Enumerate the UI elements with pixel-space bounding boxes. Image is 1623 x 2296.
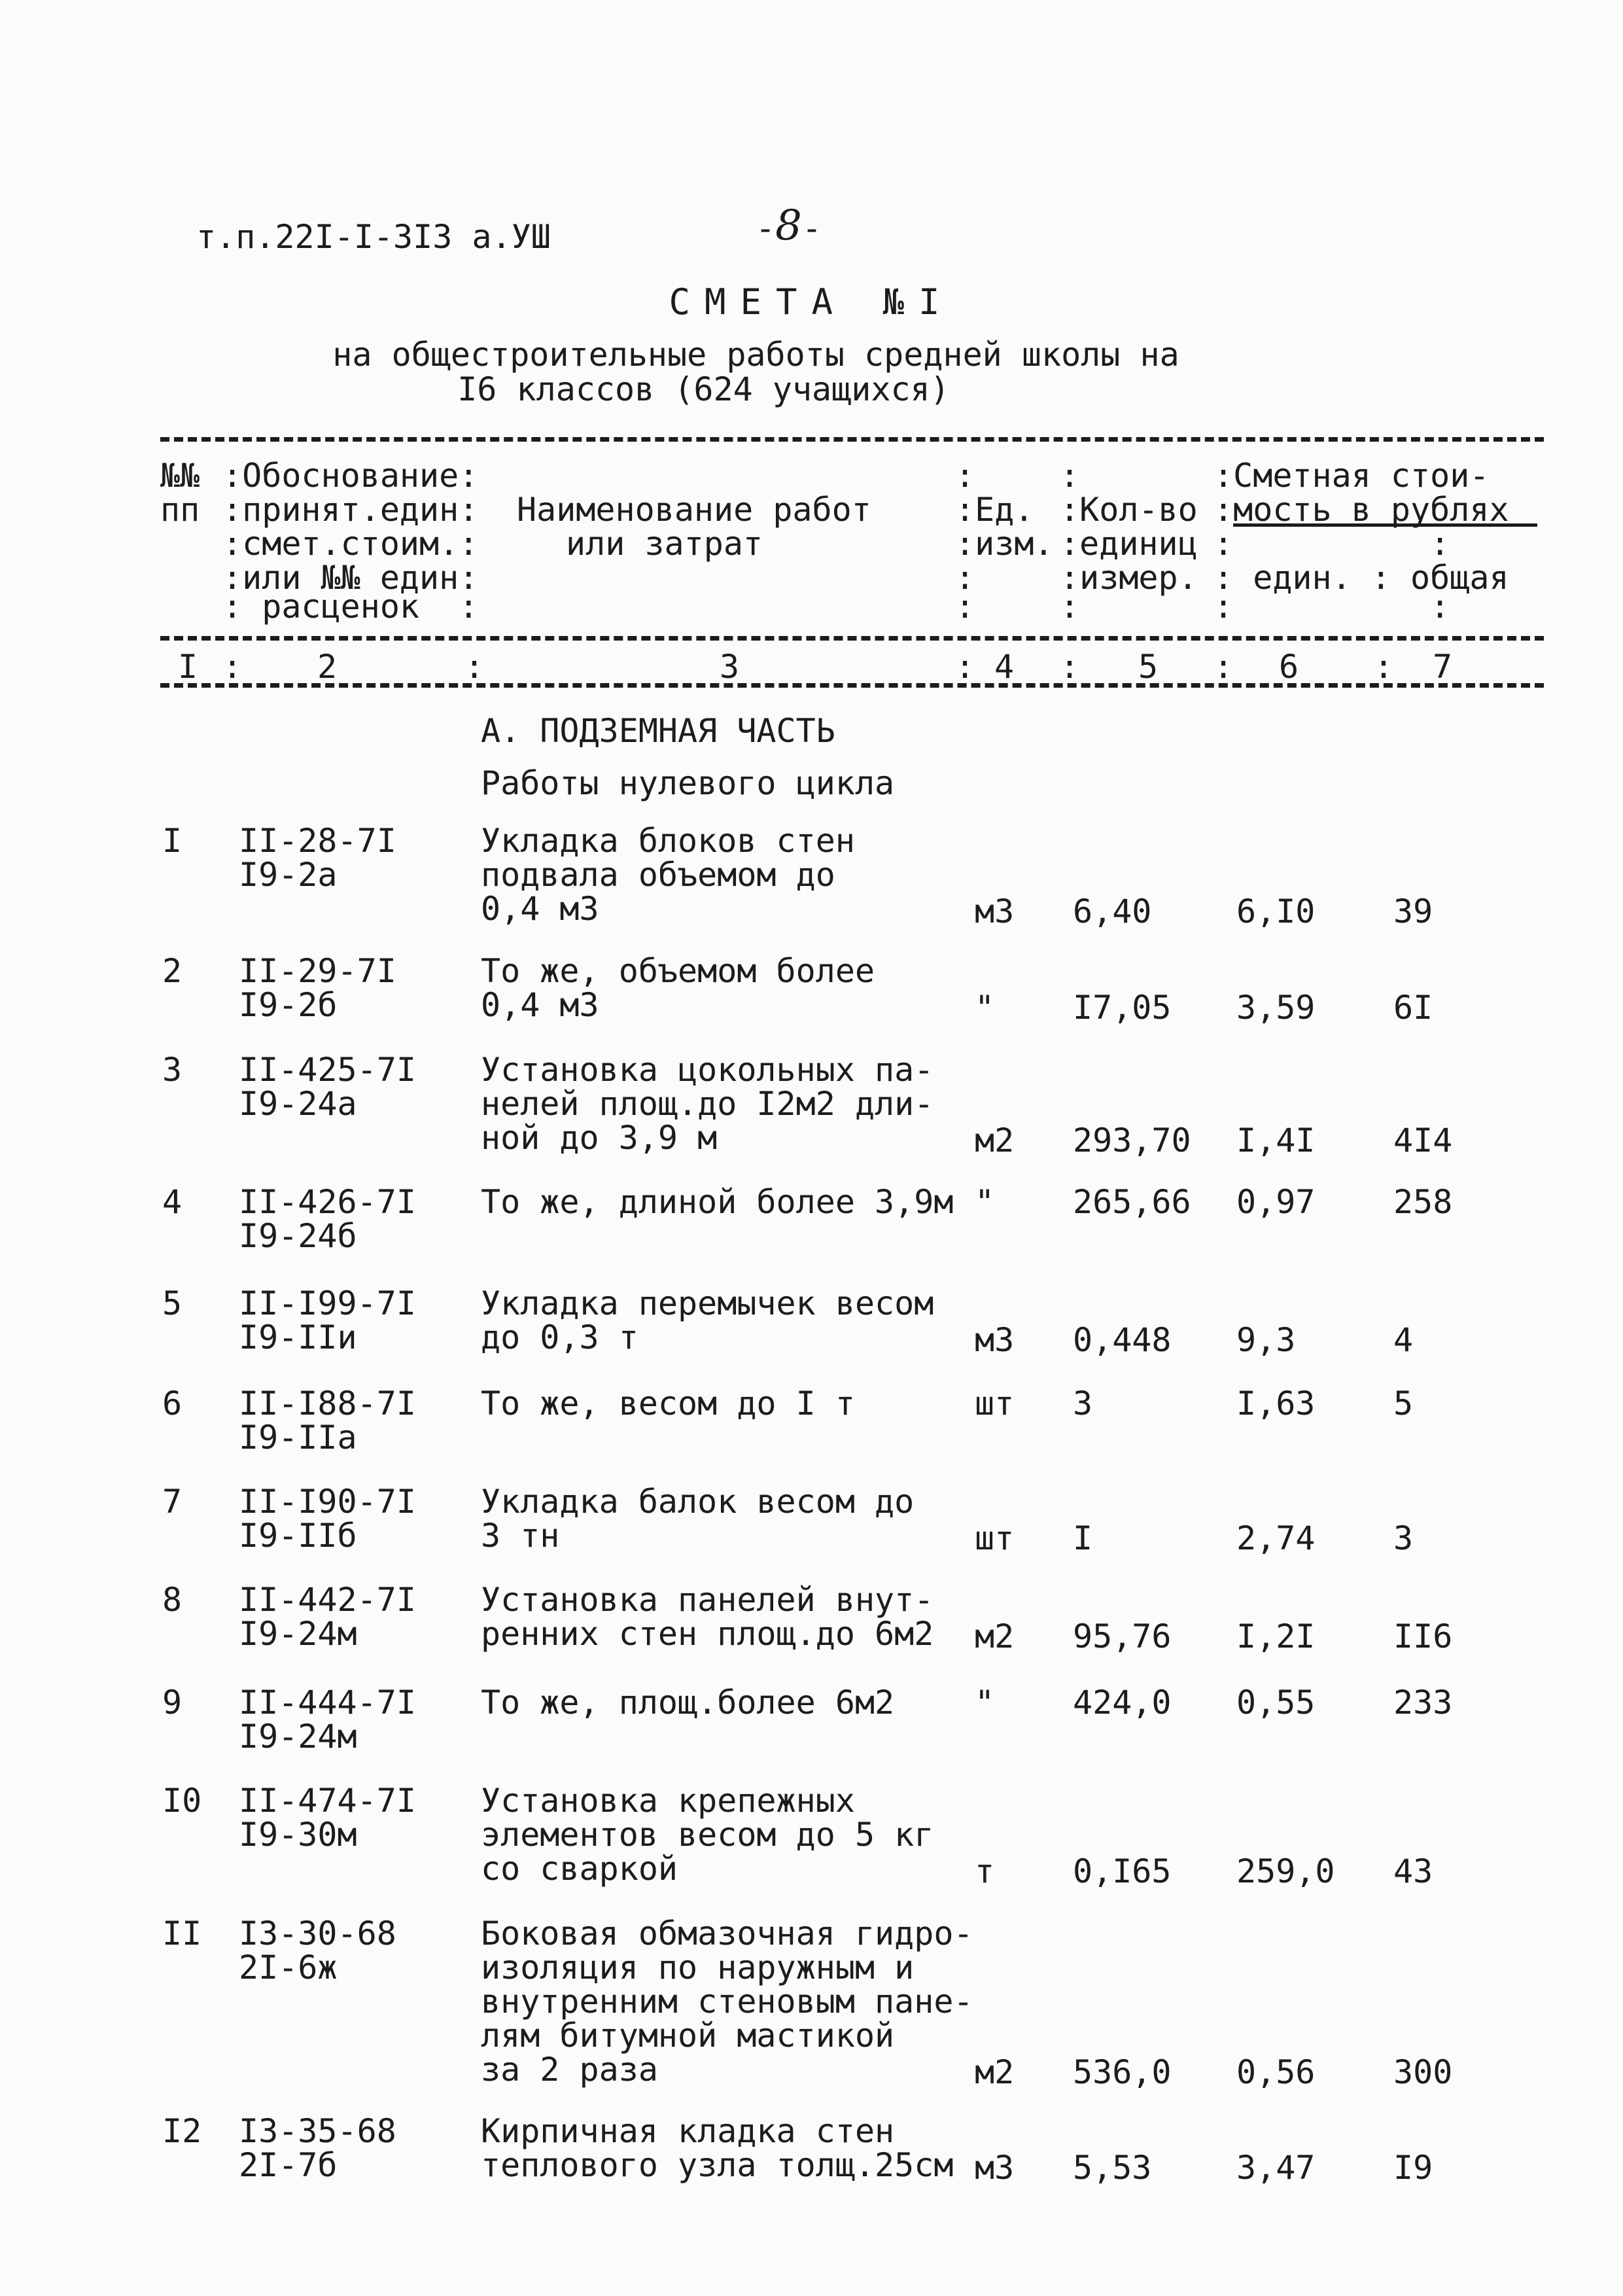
row-code-line: II-442-7I <box>239 1581 416 1619</box>
colnum-1: I <box>178 648 198 686</box>
row-total-cost: I9 <box>1393 2149 1433 2187</box>
row-code-line: II-444-7I <box>239 1684 416 1722</box>
row-description-line: Боковая обмазочная гидро- <box>481 1915 973 1952</box>
row-quantity: 0,I65 <box>1073 1852 1172 1890</box>
header-col2-line1: :Обоснование: <box>222 457 479 495</box>
row-description-line: 0,4 м3 <box>481 986 599 1024</box>
row-total-cost: 233 <box>1393 1684 1453 1722</box>
row-total-cost: 3 <box>1393 1519 1414 1557</box>
header-col1-line2: пп <box>160 491 200 529</box>
row-total-cost: 43 <box>1393 1852 1433 1890</box>
row-unit-price: 0,56 <box>1236 2053 1316 2091</box>
row-quantity: I <box>1073 1519 1093 1557</box>
row-number: 5 <box>162 1284 183 1322</box>
row-unit-price: 0,97 <box>1236 1183 1316 1221</box>
colnum-sep-4: : <box>1060 648 1080 686</box>
colnum-sep-2: : <box>464 648 485 686</box>
row-description-line: То же, длиной более 3,9м <box>481 1183 954 1221</box>
header-col67-line2: :мость в рублях <box>1213 491 1509 529</box>
row-description-line: Установка цокольных па- <box>481 1051 934 1089</box>
estimate-subtitle-line1: на общестроительные работы средней школы на <box>332 336 1179 374</box>
row-unit-price: I,63 <box>1236 1385 1316 1422</box>
table-top-rule <box>160 437 1544 442</box>
row-code-line: II-I99-7I <box>239 1284 416 1322</box>
row-code-line: II-I88-7I <box>239 1385 416 1422</box>
row-code-line: I9-24м <box>239 1615 357 1653</box>
header-col4-line2: :изм. <box>955 525 1054 563</box>
row-code-line: I9-24м <box>239 1718 357 1756</box>
header-col67-line1: :Сметная стои- <box>1213 457 1490 495</box>
row-code-line: II-426-7I <box>239 1183 416 1221</box>
row-number: I0 <box>162 1782 202 1820</box>
row-description-line: ренних стен площ.до 6м2 <box>481 1615 934 1653</box>
row-description-line: до 0,3 т <box>481 1318 638 1356</box>
section-title: А. ПОДЗЕМНАЯ ЧАСТЬ <box>481 712 835 750</box>
row-quantity: 3 <box>1073 1385 1093 1422</box>
row-quantity: 424,0 <box>1073 1684 1172 1722</box>
row-description-line: ной до 3,9 м <box>481 1119 718 1157</box>
header-col1-line1: №№ <box>160 457 200 495</box>
row-unit-price: 259,0 <box>1236 1852 1335 1890</box>
row-description-line: 3 тн <box>481 1517 560 1555</box>
row-description-line: То же, площ.более 6м2 <box>481 1684 895 1722</box>
row-code-line: II-474-7I <box>239 1782 416 1820</box>
row-number: 9 <box>162 1684 183 1722</box>
row-code-line: I3-35-68 <box>239 2112 396 2150</box>
row-quantity: 293,70 <box>1073 1122 1191 1159</box>
subsection-title: Работы нулевого цикла <box>481 764 895 802</box>
row-number: II <box>162 1915 202 1952</box>
row-quantity: 5,53 <box>1073 2149 1152 2187</box>
row-unit: м3 <box>975 1321 1015 1359</box>
header-col5-line3: :измер. <box>1060 559 1198 597</box>
header-col6-col7: : един. : общая <box>1213 559 1509 597</box>
header-col4-sep2: : <box>955 559 975 597</box>
header-col4-sep3: : <box>955 588 975 626</box>
row-description-line: 0,4 м3 <box>481 890 599 928</box>
row-quantity: 265,66 <box>1073 1183 1191 1221</box>
row-code-line: I9-2б <box>239 986 338 1024</box>
table-colnum-rule <box>160 683 1544 688</box>
colnum-7: 7 <box>1433 648 1453 686</box>
header-col2-line2: :принят.един: <box>222 491 479 529</box>
row-description-line: подвала объемом до <box>481 856 835 894</box>
estimate-subtitle-line2: I6 классов (624 учащихся) <box>457 370 950 408</box>
row-number: I <box>162 822 183 860</box>
page-number: -8- <box>756 202 822 250</box>
row-description-line: То же, объемом более <box>481 952 875 990</box>
row-quantity: I7,05 <box>1073 989 1172 1027</box>
row-number: 7 <box>162 1483 183 1521</box>
row-unit: шт <box>975 1519 1015 1557</box>
row-unit: " <box>975 989 995 1027</box>
row-unit: " <box>975 1183 995 1221</box>
header-col5-sep2: : <box>1060 588 1080 626</box>
header-col4-sep: : <box>955 457 975 495</box>
row-number: 6 <box>162 1385 183 1422</box>
row-number: 4 <box>162 1183 183 1221</box>
row-unit: м3 <box>975 2149 1015 2187</box>
row-number: 3 <box>162 1051 183 1089</box>
row-code-line: 2I-7б <box>239 2146 338 2184</box>
row-code-line: II-29-7I <box>239 952 396 990</box>
row-unit-price: 0,55 <box>1236 1684 1316 1722</box>
row-code-line: II-425-7I <box>239 1051 416 1089</box>
row-code-line: I9-2а <box>239 856 338 894</box>
row-code-line: I9-24б <box>239 1217 357 1255</box>
row-code-line: II-28-7I <box>239 822 396 860</box>
header-col3-line1: Наименование работ <box>517 491 871 529</box>
header-col5-sep: : <box>1060 457 1080 495</box>
header-col6-sep2: : : <box>1213 588 1450 626</box>
header-col3-line2: или затрат <box>566 525 763 563</box>
row-number: I2 <box>162 2112 202 2150</box>
row-description-line: Кирпичная кладка стен <box>481 2112 895 2150</box>
table-header-rule <box>160 636 1544 641</box>
row-unit: м2 <box>975 1122 1015 1159</box>
row-unit-price: 2,74 <box>1236 1519 1316 1557</box>
colnum-6: 6 <box>1279 648 1299 686</box>
row-total-cost: 6I <box>1393 989 1433 1027</box>
header-col4-line1: :Ед. <box>955 491 1034 529</box>
row-unit: м2 <box>975 1617 1015 1655</box>
row-code-line: I9-IIб <box>239 1517 357 1555</box>
row-unit: м3 <box>975 892 1015 930</box>
row-number: 8 <box>162 1581 183 1619</box>
row-total-cost: 258 <box>1393 1183 1453 1221</box>
row-unit: т <box>975 1852 995 1890</box>
row-unit-price: 9,3 <box>1236 1321 1296 1359</box>
row-unit-price: 3,59 <box>1236 989 1316 1027</box>
header-col2-line4: :или №№ един: <box>222 559 479 597</box>
row-code-line: I9-IIи <box>239 1318 357 1356</box>
row-description-line: внутренним стеновым пане- <box>481 1983 973 2021</box>
row-description-line: Установка крепежных <box>481 1782 855 1820</box>
row-quantity: 536,0 <box>1073 2053 1172 2091</box>
row-description-line: Укладка блоков стен <box>481 822 855 860</box>
row-description-line: лям битумной мастикой <box>481 2017 895 2055</box>
row-total-cost: 39 <box>1393 892 1433 930</box>
row-description-line: То же, весом до I т <box>481 1385 855 1422</box>
row-unit: шт <box>975 1385 1015 1422</box>
colnum-4: 4 <box>994 648 1015 686</box>
document-reference: т.п.22I-I-3I3 а.УШ <box>196 218 551 256</box>
estimate-title: СМЕТА №I <box>669 281 954 323</box>
header-col5-line1: :Кол-во <box>1060 491 1198 529</box>
row-number: 2 <box>162 952 183 990</box>
colnum-2: 2 <box>317 648 338 686</box>
colnum-sep-5: : <box>1213 648 1234 686</box>
row-code-line: 2I-6ж <box>239 1949 338 1987</box>
row-code-line: I9-24а <box>239 1085 357 1123</box>
header-col2-line5: : расценок : <box>222 588 479 626</box>
row-unit: " <box>975 1684 995 1722</box>
colnum-sep-6: : <box>1374 648 1394 686</box>
row-description-line: изоляция по наружным и <box>481 1949 915 1987</box>
row-description-line: Укладка балок весом до <box>481 1483 915 1521</box>
row-description-line: Укладка перемычек весом <box>481 1284 934 1322</box>
row-description-line: за 2 раза <box>481 2051 658 2089</box>
row-code-line: I9-IIа <box>239 1419 357 1457</box>
row-unit-price: 6,I0 <box>1236 892 1316 930</box>
row-total-cost: 4I4 <box>1393 1122 1453 1159</box>
row-quantity: 6,40 <box>1073 892 1152 930</box>
header-col5-line2: :единиц <box>1060 525 1198 563</box>
row-unit-price: 3,47 <box>1236 2149 1316 2187</box>
row-total-cost: 300 <box>1393 2053 1453 2091</box>
colnum-5: 5 <box>1138 648 1159 686</box>
row-code-line: II-I90-7I <box>239 1483 416 1521</box>
row-description-line: со сваркой <box>481 1850 678 1888</box>
row-code-line: I3-30-68 <box>239 1915 396 1952</box>
row-total-cost: 4 <box>1393 1321 1414 1359</box>
row-quantity: 95,76 <box>1073 1617 1172 1655</box>
header-col2-line3: :смет.стоим.: <box>222 525 479 563</box>
row-quantity: 0,448 <box>1073 1321 1172 1359</box>
row-unit-price: I,4I <box>1236 1122 1316 1159</box>
row-description-line: элементов весом до 5 кг <box>481 1816 934 1854</box>
colnum-sep-3: : <box>955 648 975 686</box>
row-unit: м2 <box>975 2053 1015 2091</box>
row-description-line: Установка панелей внут- <box>481 1581 934 1619</box>
row-description-line: теплового узла толщ.25см <box>481 2146 954 2184</box>
row-total-cost: II6 <box>1393 1617 1453 1655</box>
row-unit-price: I,2I <box>1236 1617 1316 1655</box>
row-total-cost: 5 <box>1393 1385 1414 1422</box>
row-code-line: I9-30м <box>239 1816 357 1854</box>
row-description-line: нелей площ.до I2м2 дли- <box>481 1085 934 1123</box>
colnum-sep-1: : <box>222 648 243 686</box>
colnum-3: 3 <box>720 648 740 686</box>
header-col6-sep: : : <box>1213 525 1450 563</box>
